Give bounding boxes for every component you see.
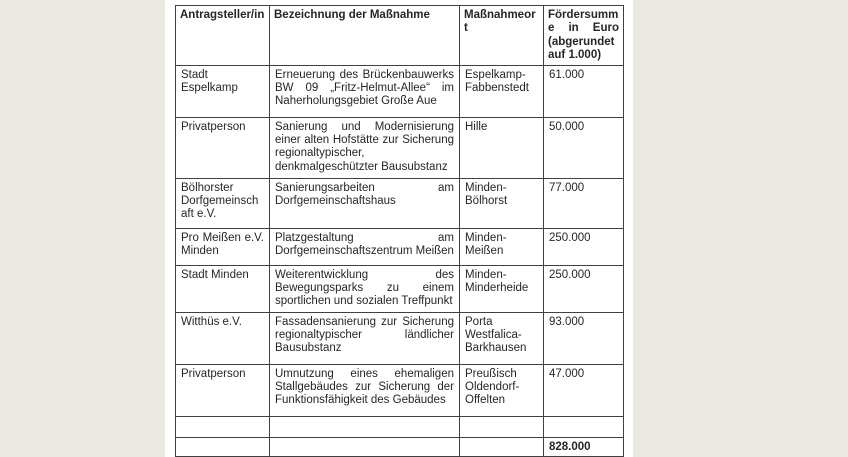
cell-measure: Platzgestaltung am Dorfgemeinschaftszentrum Meißen (270, 228, 460, 265)
cell-measure: Erneuerung des Brückenbauwerks BW 09 „Fritz-Helmut-Allee“ im Naherholungsgebiet Große Aue (270, 65, 460, 117)
table-row (176, 117, 624, 178)
cell-location: Espelkamp-Fabbenstedt (460, 65, 544, 117)
table-row-empty (176, 416, 624, 437)
cell-amount: 77.000 (544, 178, 624, 228)
cell-amount: 250.000 (544, 265, 624, 312)
header-location: Maßnahmeort (460, 6, 544, 66)
cell-applicant (176, 437, 270, 456)
table-row-total (176, 437, 624, 456)
header-amount: Fördersumme in Euro (abgerundet auf 1.000) (544, 6, 624, 66)
cell-applicant: Pro Meißen e.V. Minden (176, 228, 270, 265)
cell-applicant: Stadt Minden (176, 265, 270, 312)
header-measure: Bezeichnung der Maßnahme (270, 6, 460, 66)
cell-location: Minden-Minderheide (460, 265, 544, 312)
table-row (176, 65, 624, 117)
cell-location: Porta Westfalica-Barkhausen (460, 312, 544, 364)
table-row (176, 364, 624, 416)
cell-amount: 50.000 (544, 117, 624, 178)
cell-applicant: Bölhorster Dorfgemeinschaft e.V. (176, 178, 270, 228)
cell-location (460, 437, 544, 456)
table-row (176, 178, 624, 228)
cell-measure: Weiterentwicklung des Bewegungsparks zu einem sportlichen und sozialen Treffpunkt (270, 265, 460, 312)
cell-location: Hille (460, 117, 544, 178)
cell-measure (270, 437, 460, 456)
cell-measure: Umnutzung eines ehemaligen Stallgebäudes zur Sicherung der Funktionsfähigkeit des Gebäudes (270, 364, 460, 416)
cell-amount: 47.000 (544, 364, 624, 416)
cell-applicant: Witthüs e.V. (176, 312, 270, 364)
table-header-row (176, 6, 624, 66)
table-row (176, 228, 624, 265)
header-applicant: Antragsteller/in (176, 6, 270, 66)
funding-table (175, 5, 624, 457)
cell-measure: Fassadensanierung zur Sicherung regionaltypischer ländlicher Bausubstanz (270, 312, 460, 364)
cell-measure: Sanierungsarbeiten am Dorfgemeinschaftshaus (270, 178, 460, 228)
cell-location: Preußisch Oldendorf-Offelten (460, 364, 544, 416)
cell-location: Minden-Bölhorst (460, 178, 544, 228)
cell-location (460, 416, 544, 437)
cell-amount (544, 416, 624, 437)
cell-total-amount: 828.000 (544, 437, 624, 456)
table-row (176, 265, 624, 312)
cell-amount: 61.000 (544, 65, 624, 117)
table-row (176, 312, 624, 364)
cell-measure: Sanierung und Modernisierung einer alten Hofstätte zur Sicherung regionaltypischer, denkmalgeschützter Bausubstanz (270, 117, 460, 178)
cell-location: Minden-Meißen (460, 228, 544, 265)
cell-measure (270, 416, 460, 437)
cell-amount: 250.000 (544, 228, 624, 265)
cell-applicant: Stadt Espelkamp (176, 65, 270, 117)
cell-amount: 93.000 (544, 312, 624, 364)
cell-applicant: Privatperson (176, 117, 270, 178)
cell-applicant: Privatperson (176, 364, 270, 416)
cell-applicant (176, 416, 270, 437)
